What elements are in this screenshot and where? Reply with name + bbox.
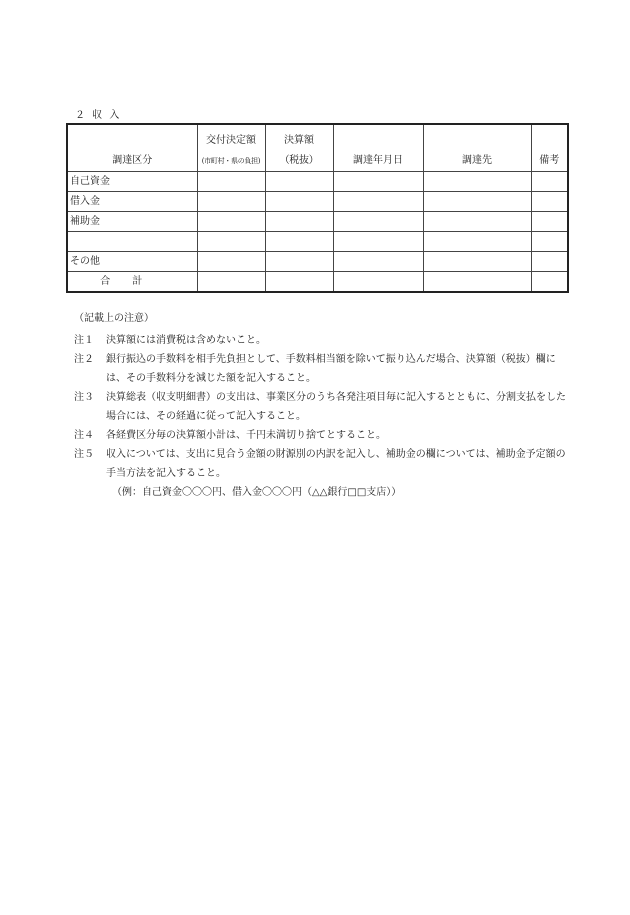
note-item [74, 350, 574, 388]
note-label: 注１ [74, 335, 94, 346]
table-row [67, 232, 568, 252]
note-item [74, 388, 574, 426]
note-text: 決算総表（収支明細書）の支出は、事業区分のうち各発注項目毎に記入するとともに、分割支払をした場合には、その経過に従って記入すること。 [106, 392, 566, 422]
header-date: 調達年月日 [333, 124, 423, 172]
table-row [67, 212, 568, 232]
header-category: 調達区分 [67, 124, 197, 172]
table-row [67, 172, 568, 192]
notes-section [74, 309, 574, 502]
note-label: 注４ [74, 430, 94, 441]
header-grant-decision: 交付決定額 (市町村・県の負担) [197, 124, 265, 172]
section-title: ２ 収 入 [75, 110, 122, 121]
note-label: 注２ [74, 354, 94, 365]
row-label: 自己資金 [67, 172, 197, 192]
note-label: 注５ [74, 449, 94, 460]
income-table [66, 123, 569, 293]
row-label: その他 [67, 252, 197, 272]
header-remarks: 備考 [531, 124, 568, 172]
note-item [74, 445, 574, 483]
note-text: 各経費区分毎の決算額小計は、千円未満切り捨てとすること。 [106, 430, 386, 441]
note-text: 決算額には消費税は含めないこと。 [106, 335, 266, 346]
row-label [67, 232, 197, 252]
note-label: 注３ [74, 392, 94, 403]
header-settlement: 決算額 （税抜） [265, 124, 333, 172]
note-text: 銀行振込の手数料を相手先負担として、手数料相当額を除いて振り込んだ場合、決算額（税抜）欄には、その手数料分を減じた額を記入すること。 [106, 354, 556, 384]
table-header-row [67, 124, 568, 172]
note-item [74, 331, 574, 350]
note-example: （例：自己資金〇〇〇円、借入金〇〇〇円（△△銀行□□支店）） [112, 487, 402, 498]
note-item [74, 426, 574, 445]
note-text: 収入については、支出に見合う金額の財源別の内訳を記入し、補助金の欄については、補助金予定額の手当方法を記入すること。 [106, 449, 566, 479]
header-source: 調達先 [423, 124, 531, 172]
table-row [67, 192, 568, 212]
table-row [67, 252, 568, 272]
notes-heading: （記載上の注意） [74, 313, 154, 324]
row-label: 補助金 [67, 212, 197, 232]
row-label: 借入金 [67, 192, 197, 212]
total-label: 合計 [67, 272, 197, 293]
total-row [67, 272, 568, 293]
